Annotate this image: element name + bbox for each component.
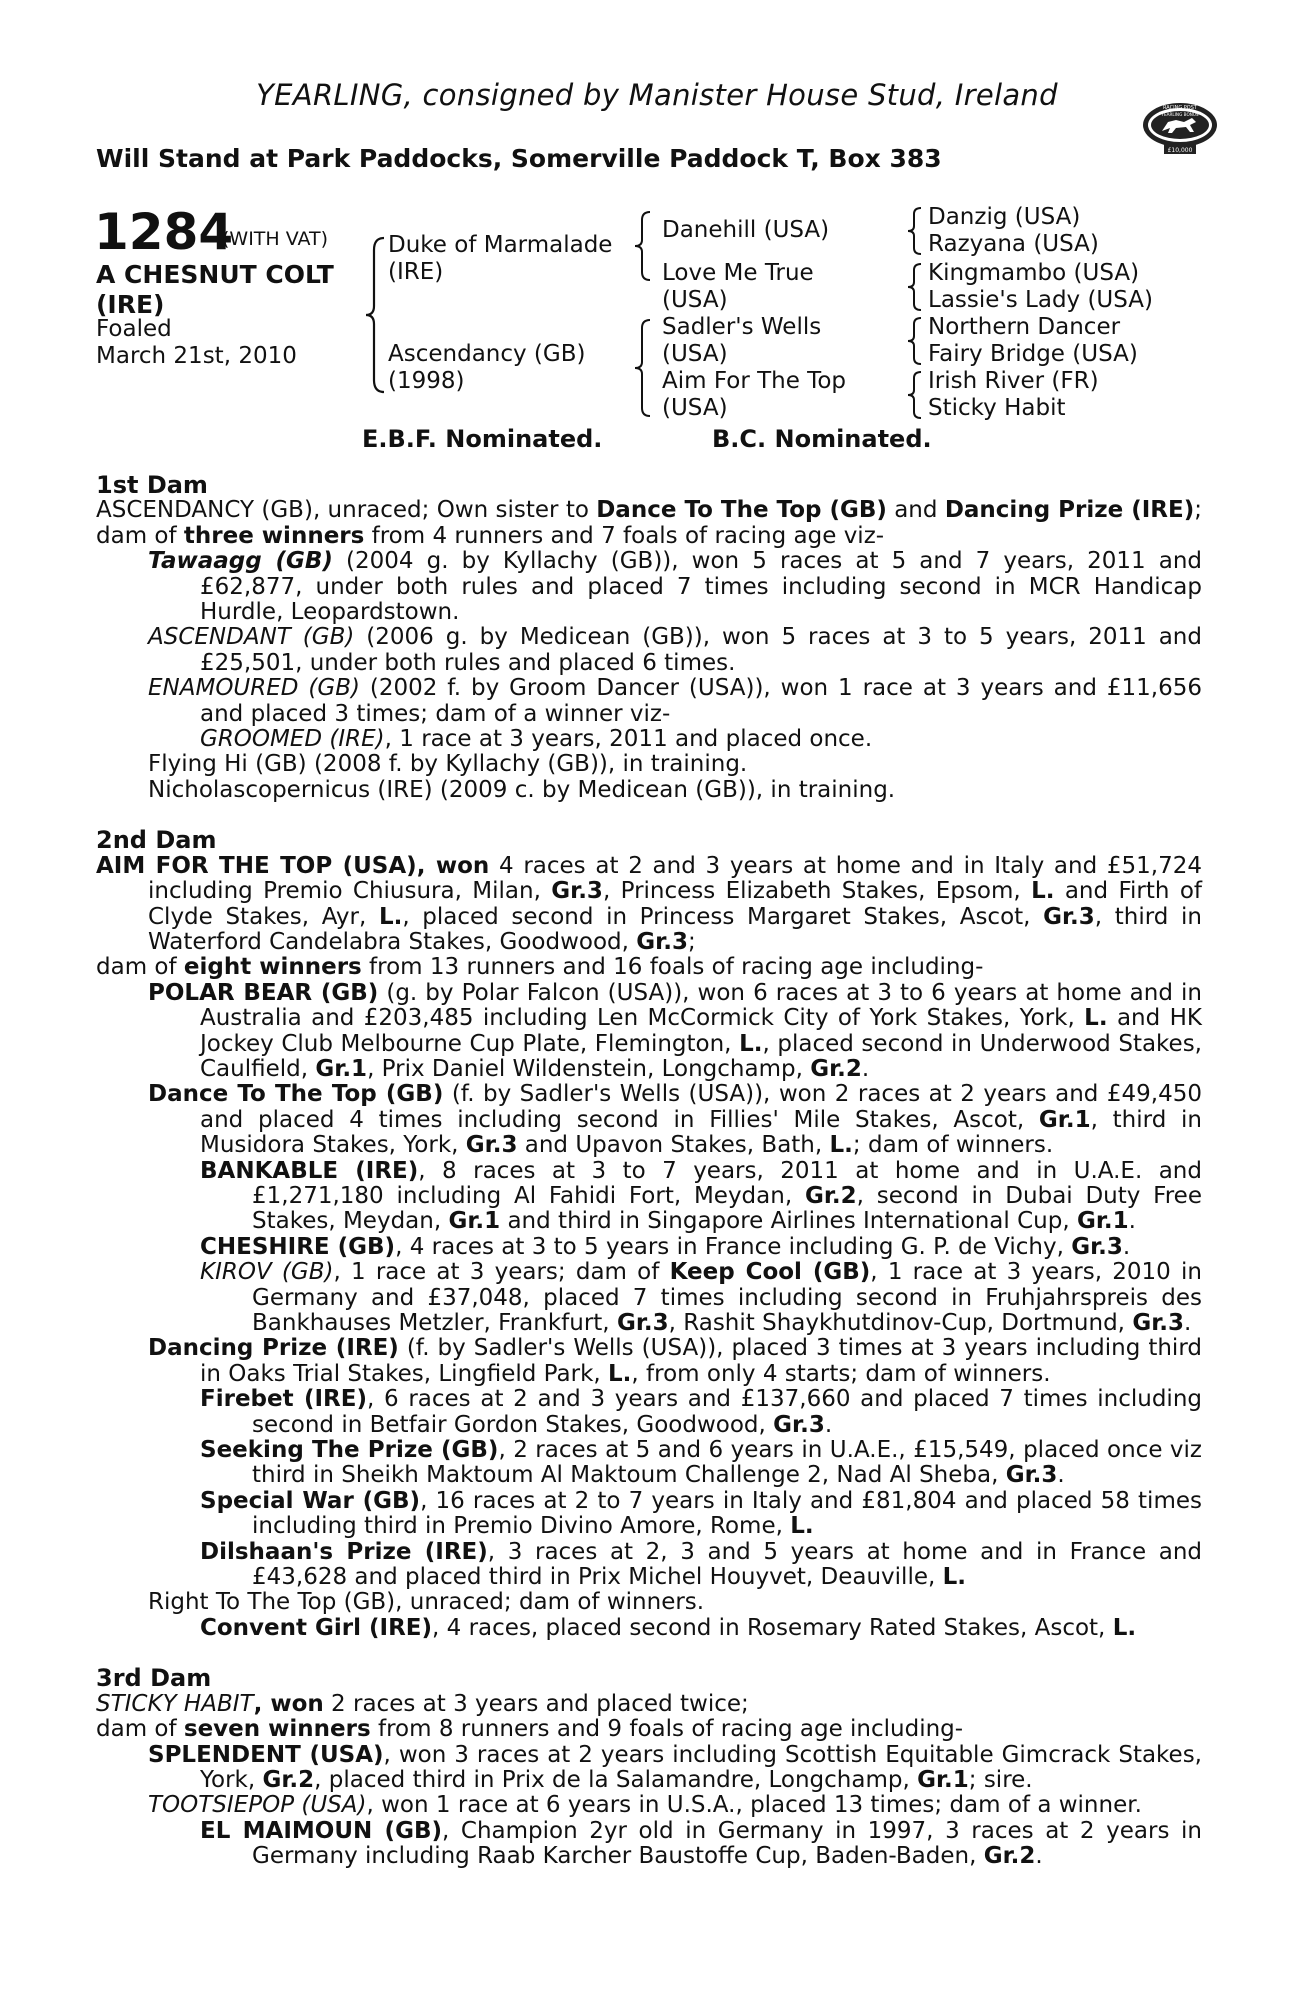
stand-location: Will Stand at Park Paddocks, Somerville Paddock T, Box 383	[96, 144, 942, 173]
record-text: 4 races at 2 and 3 years at home and in Italy and £51,724 including Premio Chiusura, Milan,	[148, 852, 1203, 905]
grade-badge: Gr.2	[804, 1182, 857, 1209]
progeny-dilshaans-prize	[200, 1540, 1202, 1591]
progeny-seeking-the-prize	[200, 1438, 1202, 1489]
horse-name: ASCENDANT (GB)	[148, 624, 355, 651]
horse-name: STICKY HABIT	[96, 1690, 254, 1717]
listed-badge: L.	[378, 903, 403, 930]
foaled-label: Foaled	[96, 316, 172, 342]
record-text: , Rashit Shaykhutdinov-Cup, Dortmund,	[668, 1310, 1133, 1336]
pedigree-brace-gen2-dam	[632, 318, 654, 418]
record-text: , placed third in Prix de la Salamandre, Longchamp,	[314, 1766, 918, 1793]
foaled-date	[96, 316, 297, 370]
grade-badge: Gr.3	[1043, 903, 1095, 930]
punctuation: ;	[1194, 497, 1202, 524]
record-text: 2 races at 3 years and placed twice;	[323, 1690, 749, 1717]
punctuation: ;	[687, 928, 696, 955]
horse-name: BANKABLE (IRE)	[200, 1157, 419, 1184]
record-text: and Firth of Clyde Stakes, Ayr,	[148, 878, 1202, 930]
grade-badge: Gr.1	[1038, 1106, 1091, 1133]
lot-description-line1: A CHESNUT COLT	[96, 260, 334, 289]
horse-name: Tawaagg (GB)	[148, 548, 333, 575]
page-title: YEARLING, consigned by Manister House Stud, Ireland	[256, 78, 1058, 112]
grade-badge: Gr.3	[465, 1132, 518, 1159]
first-dam-intro-text: ASCENDANCY (GB), unraced; Own sister to	[96, 497, 597, 524]
great-grandparent-2: Razyana (USA)	[928, 231, 1099, 257]
horse-record: (2002 f. by Groom Dancer (USA)), won 1 race at 3 years and £11,656 and placed 3 times; dam of a winner viz-	[200, 675, 1202, 727]
record-text: , 2 races at 5 and 6 years in U.A.E., £15,549, placed once viz third in Sheikh Maktoum Al Maktoum Challenge 2, Nad Al Sheba,	[252, 1437, 1203, 1489]
record-text: , 1 race at 3 years, 2010 in Germany and £37,048, placed 7 times including second in Fruhjahrspreis des Bankhauses Metzler, Frankfurt,	[252, 1259, 1202, 1336]
dam-dam-name: Aim For The Top	[662, 368, 846, 394]
winners-count: eight winners	[183, 954, 362, 981]
horse-name: SPLENDENT (USA)	[148, 1741, 384, 1768]
record-text: ; dam of winners.	[852, 1132, 1054, 1159]
great-grandparent-8: Sticky Habit	[928, 395, 1066, 421]
second-dam-heading: 2nd Dam	[96, 826, 217, 855]
runners-foals-text: from 13 runners and 16 foals of racing age including-	[361, 954, 984, 981]
first-dam-summary	[96, 524, 1202, 549]
sire-country: (IRE)	[388, 259, 444, 285]
grade-badge: Gr.1	[448, 1208, 501, 1235]
horse-name: Dilshaan's Prize (IRE)	[200, 1538, 488, 1565]
horse-name: ENAMOURED (GB)	[148, 675, 360, 702]
record-text: , third in Waterford Candelabra Stakes, Goodwood,	[148, 903, 1202, 955]
progeny-enamoured	[148, 676, 1202, 727]
sire-name: Duke of Marmalade	[388, 232, 613, 258]
punctuation: .	[824, 1411, 833, 1438]
dam-dam	[662, 368, 846, 422]
third-dam-intro	[96, 1692, 1202, 1717]
punctuation: .	[1057, 1462, 1065, 1489]
punctuation: .	[861, 1055, 870, 1082]
dam-name: Ascendancy (GB)	[388, 341, 586, 367]
sire-sire: Danehill (USA)	[662, 217, 830, 243]
horse-name: POLAR BEAR (GB)	[148, 979, 379, 1006]
lot-vat: (WITH VAT)	[222, 228, 329, 250]
conjunction: and	[886, 497, 945, 524]
listed-badge: L.	[942, 1564, 967, 1591]
lot-number: 1284	[94, 203, 234, 261]
horse-name-keep-cool: Keep Cool (GB)	[669, 1259, 871, 1286]
horse-name: Special War (GB)	[200, 1487, 421, 1514]
grade-badge: Gr.3	[616, 1310, 669, 1336]
punctuation: .	[1122, 1233, 1131, 1260]
horse-record: (2004 g. by Kyllachy (GB)), won 5 races at 5 and 7 years, 2011 and £62,877, under both rules and placed 7 times including second in MCR Handicap Hurdle, Leopardstown.	[200, 548, 1202, 626]
great-grandparent-1: Danzig (USA)	[928, 204, 1081, 230]
runners-foals-text: from 4 runners and 7 foals of racing age viz-	[364, 522, 885, 549]
winners-count: seven winners	[183, 1716, 371, 1743]
listed-badge: L.	[829, 1132, 853, 1159]
punctuation: .	[1128, 1208, 1136, 1235]
horse-name: AIM FOR THE TOP (USA)	[96, 852, 417, 879]
dam	[388, 341, 585, 395]
progeny-groomed	[200, 727, 1202, 752]
sire-dam-name: Love Me True	[662, 260, 814, 286]
progeny-convent-girl	[200, 1616, 1202, 1641]
horse-name: GROOMED (IRE)	[200, 726, 385, 753]
progeny-tootsiepop	[148, 1793, 1202, 1818]
grade-badge: Gr.3	[1071, 1233, 1123, 1260]
dam-of-label: dam of	[96, 1716, 184, 1743]
record-text: , placed second in Princess Margaret Stakes, Ascot,	[402, 903, 1044, 930]
record-text: , placed second in Underwood Stakes, Caulfield,	[200, 1030, 1202, 1082]
grade-badge: Gr.1	[315, 1055, 368, 1082]
great-grandparent-7: Irish River (FR)	[928, 368, 1099, 394]
third-dam-summary	[96, 1717, 1202, 1742]
great-grandparent-3: Kingmambo (USA)	[928, 260, 1140, 286]
progeny-dance-to-the-top	[148, 1082, 1202, 1158]
listed-badge: L.	[1031, 878, 1055, 905]
grade-badge: Gr.2	[262, 1766, 315, 1793]
runners-foals-text: from 8 runners and 9 foals of racing age including-	[370, 1716, 964, 1743]
record-text: (f. by Sadler's Wells (USA)), won 2 races at 2 years and £49,450 and placed 4 times including second in Fillies' Mile Stakes, Ascot,	[200, 1081, 1202, 1133]
progeny-right-to-the-top: Right To The Top (GB), unraced; dam of winners.	[148, 1589, 705, 1616]
listed-badge: L.	[1084, 1005, 1108, 1032]
record-text: , 4 races, placed second in Rosemary Rated Stakes, Ascot,	[432, 1614, 1113, 1641]
third-dam-heading: 3rd Dam	[96, 1664, 212, 1693]
pedigree-brace-gen1	[362, 236, 388, 394]
progeny-splendent	[148, 1743, 1202, 1794]
grade-badge: Gr.3	[773, 1411, 825, 1438]
progeny-el-maimoun	[200, 1819, 1202, 1870]
sire-dam-country: (USA)	[662, 287, 728, 313]
horse-name: Firebet (IRE)	[200, 1386, 367, 1413]
dam-sire	[662, 314, 821, 368]
record-text: , from only 4 starts; dam of winners.	[631, 1360, 1051, 1387]
great-grandparent-6: Fairy Bridge (USA)	[928, 341, 1138, 367]
record-text: , 16 races at 2 to 7 years in Italy and £81,804 and placed 58 times including third in Premio Divino Amore, Rome,	[252, 1487, 1202, 1540]
horse-record: , 1 race at 3 years, 2011 and placed once.	[384, 726, 873, 753]
pedigree-brace-gen2-sire	[632, 210, 654, 282]
catalogue-body	[96, 473, 1202, 1870]
yearling-bonus-badge-icon	[1140, 98, 1220, 156]
record-text: and third in Singapore Airlines International Cup,	[500, 1208, 1077, 1235]
horse-name: KIROV (GB)	[200, 1259, 334, 1286]
listed-badge: L.	[1112, 1614, 1137, 1641]
grade-badge: Gr.1	[917, 1766, 969, 1793]
listed-badge: L.	[790, 1513, 814, 1540]
second-dam-summary	[96, 955, 1202, 980]
svg-text:£10,000: £10,000	[1167, 147, 1193, 154]
dam-dam-country: (USA)	[662, 395, 728, 421]
record-text: and Upavon Stakes, Bath,	[517, 1132, 830, 1159]
grade-badge: Gr.2	[983, 1843, 1036, 1870]
record-text: , Princess Elizabeth Stakes, Epsom,	[602, 878, 1032, 905]
progeny-firebet	[200, 1387, 1202, 1438]
record-text: , Prix Daniel Wildenstein, Longchamp,	[367, 1055, 811, 1082]
record-text: , third in Musidora Stakes, York,	[200, 1106, 1202, 1159]
great-grandparent-5: Northern Dancer	[928, 314, 1121, 340]
sire	[388, 232, 612, 286]
dam-of-label: dam of	[96, 954, 184, 981]
svg-text:YEARLING BONUS: YEARLING BONUS	[1161, 112, 1199, 117]
record-text: (f. by Sadler's Wells (USA)), placed 3 times at 3 years including third in Oaks Trial Stakes, Lingfield Park,	[200, 1335, 1202, 1387]
great-grandparent-4: Lassie's Lady (USA)	[928, 287, 1154, 313]
pedigree-brace-gen3-1	[905, 206, 925, 256]
ebf-nominated: E.B.F. Nominated.	[362, 425, 603, 453]
listed-badge: L.	[608, 1360, 632, 1387]
record-text: , 4 races at 3 to 5 years in France including G. P. de Vichy,	[395, 1233, 1072, 1260]
horse-name: CHESHIRE (GB)	[200, 1233, 396, 1260]
first-dam-heading: 1st Dam	[96, 471, 208, 499]
lot-description-line2: (IRE)	[96, 290, 165, 319]
record-text: , won 1 race at 6 years in U.S.A., placed 13 times; dam of a winner.	[366, 1792, 1142, 1819]
horse-name: Dance To The Top (GB)	[148, 1081, 444, 1108]
sibling-dance-to-the-top: Dance To The Top (GB)	[596, 497, 887, 524]
progeny-special-war	[200, 1489, 1202, 1540]
progeny-bankable	[200, 1159, 1202, 1235]
record-text: (g. by Polar Falcon (USA)), won 6 races at 3 to 6 years at home and in Australia and £203,485 including Len McCormick City of York Stakes, York,	[200, 979, 1202, 1032]
grade-badge: Gr.3	[1132, 1310, 1184, 1336]
pedigree-brace-gen3-4	[905, 370, 925, 420]
dam-sire-name: Sadler's Wells	[662, 314, 822, 340]
grade-badge: Gr.3	[636, 928, 688, 955]
record-text: , 3 races at 2, 3 and 5 years at home and in France and £43,628 and placed third in Prix Michel Houyvet, Deauville,	[252, 1538, 1202, 1591]
record-text: , 6 races at 2 and 3 years and £137,660 and placed 7 times including second in Betfair Gordon Stakes, Goodwood,	[252, 1386, 1203, 1438]
svg-text:RACING POST: RACING POST	[1163, 105, 1197, 111]
horse-name: Seeking The Prize (GB)	[200, 1437, 499, 1464]
second-dam-intro	[96, 854, 1202, 956]
dam-sire-country: (USA)	[662, 341, 728, 367]
progeny-dancing-prize	[148, 1336, 1202, 1387]
horse-name: TOOTSIEPOP (USA)	[148, 1792, 367, 1819]
progeny-flying-hi: Flying Hi (GB) (2008 f. by Kyllachy (GB)), in training.	[148, 751, 748, 778]
bc-nominated: B.C. Nominated.	[712, 425, 932, 453]
progeny-ascendant	[148, 625, 1202, 676]
grade-badge: Gr.1	[1076, 1208, 1129, 1235]
winners-count: three winners	[183, 522, 365, 549]
progeny-polar-bear	[148, 981, 1202, 1083]
horse-name: EL MAIMOUN (GB)	[200, 1817, 442, 1844]
record-text: , 8 races at 3 to 7 years, 2011 at home and in U.A.E. and £1,271,180 including Al Fahidi Fort, Meydan,	[252, 1157, 1202, 1209]
foaled-value: March 21st, 2010	[96, 343, 297, 369]
horse-name: Convent Girl (IRE)	[200, 1614, 433, 1641]
horse-record: (2006 g. by Medicean (GB)), won 5 races at 3 to 5 years, 2011 and £25,501, under both rules and placed 6 times.	[200, 624, 1202, 676]
won-label: , won	[416, 852, 490, 879]
sibling-dancing-prize: Dancing Prize (IRE)	[944, 497, 1195, 524]
lot-description	[96, 260, 334, 320]
progeny-cheshire	[200, 1235, 1202, 1260]
pedigree-brace-gen3-3	[905, 316, 925, 366]
grade-badge: Gr.2	[810, 1055, 862, 1082]
record-text: , won 3 races at 2 years including Scottish Equitable Gimcrack Stakes, York,	[200, 1741, 1202, 1793]
listed-badge: L.	[739, 1030, 763, 1057]
first-dam-intro	[96, 498, 1202, 523]
dam-of-label: dam of	[96, 522, 184, 549]
dam-year: (1998)	[388, 368, 465, 394]
punctuation: .	[1035, 1843, 1043, 1870]
progeny-nicholascopernicus: Nicholascopernicus (IRE) (2009 c. by Medicean (GB)), in training.	[148, 776, 896, 803]
punctuation: .	[1184, 1310, 1192, 1336]
won-label: , won	[253, 1690, 324, 1717]
record-text: , 1 race at 3 years; dam of	[333, 1259, 670, 1286]
grade-badge: Gr.3	[1005, 1462, 1058, 1489]
sire-dam	[662, 260, 814, 314]
record-text: , second in Dubai Duty Free Stakes, Meydan,	[252, 1182, 1202, 1235]
progeny-kirov	[200, 1260, 1202, 1336]
horse-name: Dancing Prize (IRE)	[148, 1335, 399, 1362]
progeny-tawaagg	[148, 549, 1202, 625]
pedigree-brace-gen3-2	[905, 262, 925, 312]
grade-badge: Gr.3	[551, 878, 603, 905]
record-text: , Champion 2yr old in Germany in 1997, 3 races at 2 years in Germany including Raab Karcher Baustoffe Cup, Baden-Baden,	[252, 1817, 1202, 1870]
record-text: ; sire.	[968, 1766, 1033, 1793]
record-text: and HK Jockey Club Melbourne Cup Plate, Flemington,	[200, 1005, 1202, 1057]
